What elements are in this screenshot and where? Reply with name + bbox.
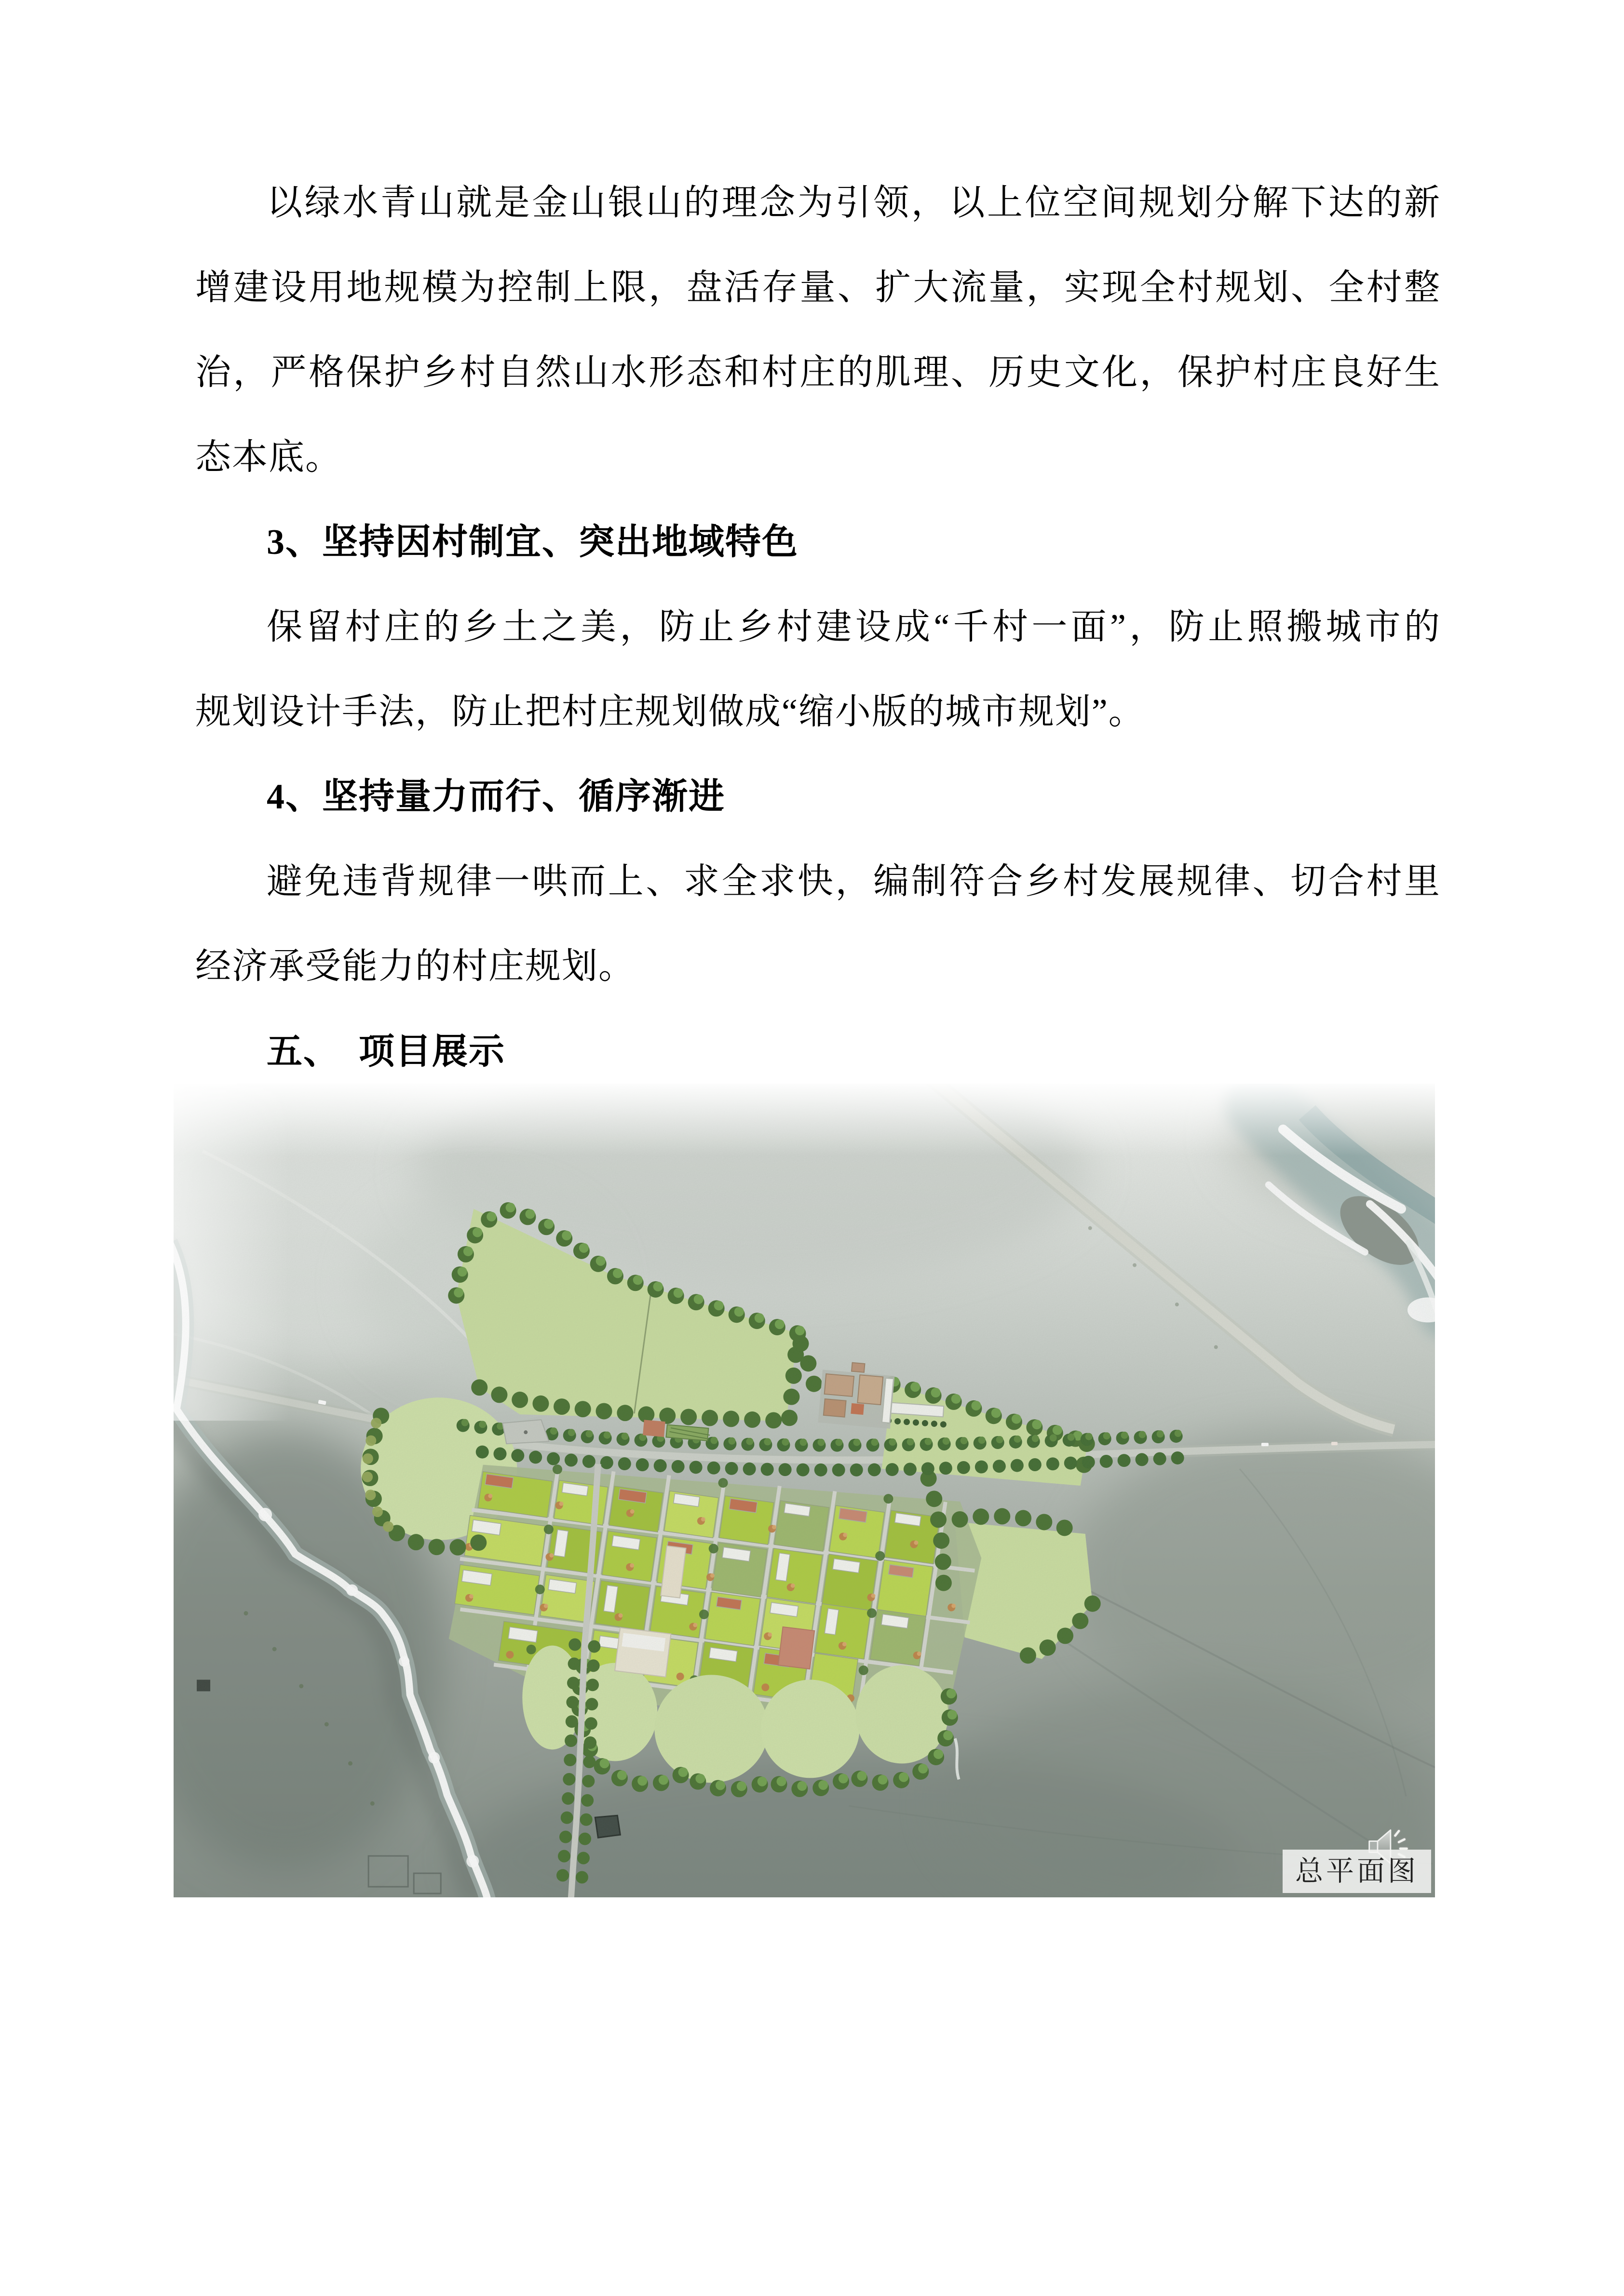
top-fade: [174, 1084, 1435, 1156]
paragraph-line: 经济承受能力的村庄规划。: [195, 947, 635, 986]
image-caption: 总平面图: [1283, 1850, 1431, 1893]
document-body: [195, 161, 1441, 1094]
heading-section-3: 3、坚持因村制宜、突出地域特色: [267, 523, 798, 562]
site-plan-aerial-image: [174, 1084, 1435, 1897]
paragraph-line: 保留村庄的乡土之美，防止乡村建设成“千村一面”，防止照搬城市的: [267, 607, 1441, 647]
heading-section-5: 五、 项目展示: [267, 1031, 505, 1071]
paragraph-line: 增建设用地规模为控制上限，盘活存量、扩大流量，实现全村规划、全村整: [195, 268, 1441, 308]
heading-section-4: 4、坚持量力而行、循序渐进: [267, 777, 725, 817]
paragraph-line: 规划设计手法，防止把村庄规划做成“缩小版的城市规划”。: [195, 692, 1145, 732]
photo-grain: [174, 1084, 1435, 1897]
paragraph-line: 态本底。: [195, 438, 342, 477]
paragraph-line: 避免违背规律一哄而上、求全求快，编制符合乡村发展规律、切合村里: [267, 862, 1441, 901]
master-plan-figure: [174, 1084, 1435, 1897]
left-fade: [174, 1084, 289, 1421]
paragraph-line: 治，严格保护乡村自然山水形态和村庄的肌理、历史文化，保护村庄良好生: [195, 353, 1441, 392]
paragraph-line: 以绿水青山就是金山银山的理念为引领，以上位空间规划分解下达的新: [267, 183, 1441, 223]
